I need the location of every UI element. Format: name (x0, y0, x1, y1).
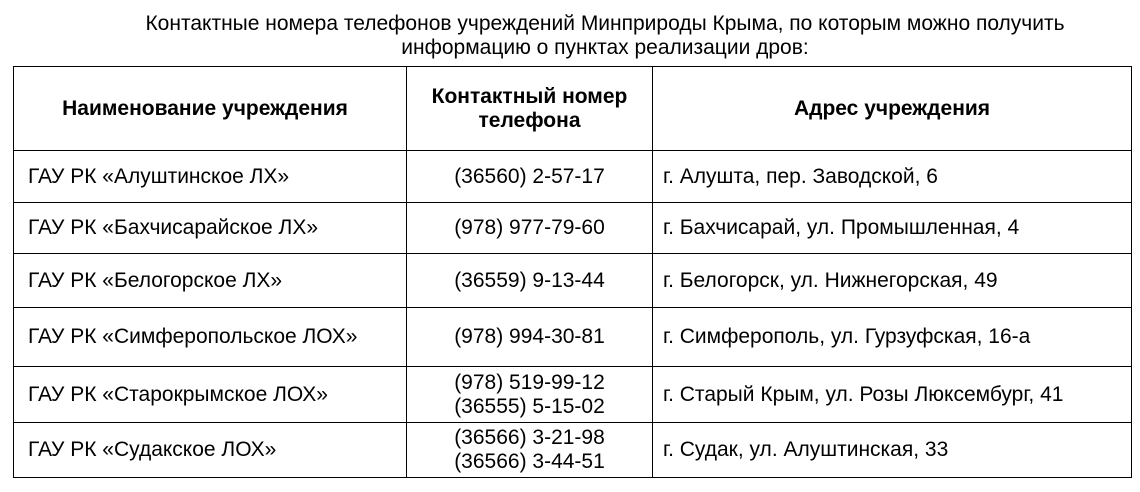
institution-address: г. Старый Крым, ул. Розы Люксембург, 41 (653, 367, 1132, 423)
institution-address: г. Бахчисарай, ул. Промышленная, 4 (653, 203, 1132, 254)
institution-address: г. Алушта, пер. Заводской, 6 (653, 151, 1132, 203)
phone-number: (978) 994-30-81 (454, 325, 605, 348)
institution-name: ГАУ РК «Старокрымское ЛОХ» (14, 367, 407, 423)
table-header-row (14, 67, 1132, 151)
phone-cell (407, 423, 653, 478)
column-header-phone-line-1: Контактный номер (431, 84, 628, 108)
heading-line-2: информацию о пунктах реализации дров: (401, 36, 809, 59)
table-row (14, 203, 1132, 254)
phone-number: (36560) 2-57-17 (454, 164, 605, 188)
phone-cell (407, 367, 653, 423)
phone-number: (36566) 3-44-51 (454, 450, 605, 473)
institution-address: г. Симферополь, ул. Гурзуфская, 16-а (653, 308, 1132, 367)
phone-number: (36559) 9-13-44 (454, 268, 605, 292)
institution-name: ГАУ РК «Симферопольское ЛОХ» (14, 308, 407, 367)
table-row (14, 254, 1132, 308)
phone-cell (407, 308, 653, 367)
institution-name: ГАУ РК «Судакское ЛОХ» (14, 423, 407, 478)
phone-cell (407, 254, 653, 308)
table-row (14, 151, 1132, 203)
heading-line-1: Контактные номера телефонов учреждений Минприроды Крыма, по которым можно получить (145, 12, 1065, 35)
institution-name: ГАУ РК «Бахчисарайское ЛХ» (14, 203, 407, 254)
phone-number: (36566) 3-21-98 (454, 426, 605, 449)
document-heading (0, 12, 1140, 60)
column-header-address: Адрес учреждения (653, 67, 1132, 151)
table-row (14, 423, 1132, 478)
column-header-phone-line-2: телефона (478, 108, 581, 132)
institution-name: ГАУ РК «Белогорское ЛХ» (14, 254, 407, 308)
phone-number: (978) 519-99-12 (454, 370, 605, 394)
table-row (14, 308, 1132, 367)
column-header-name: Наименование учреждения (14, 67, 407, 151)
institution-name: ГАУ РК «Алуштинское ЛХ» (14, 151, 407, 203)
institutions-table (13, 66, 1132, 478)
table-row (14, 367, 1132, 423)
phone-cell (407, 203, 653, 254)
phone-number: (978) 977-79-60 (454, 216, 605, 239)
phone-cell (407, 151, 653, 203)
institution-address: г. Судак, ул. Алуштинская, 33 (653, 423, 1132, 478)
column-header-phone (407, 67, 653, 151)
institution-address: г. Белогорск, ул. Нижнегорская, 49 (653, 254, 1132, 308)
phone-number: (36555) 5-15-02 (454, 394, 605, 418)
